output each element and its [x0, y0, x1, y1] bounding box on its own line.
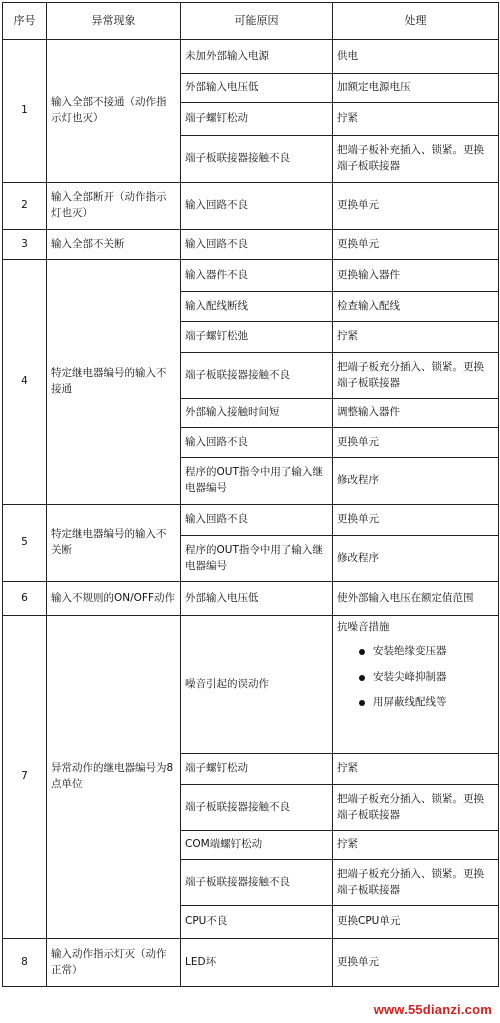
cell-cause: 程序的OUT指令中用了输入继电器编号 — [181, 536, 333, 582]
header-cure: 处理 — [333, 3, 499, 40]
cell-cure — [333, 616, 499, 754]
cell-symptom: 特定继电器编号的输入不关断 — [47, 505, 181, 582]
cell-no: 5 — [3, 505, 47, 582]
cell-cause: 端子螺钉松动 — [181, 103, 333, 136]
header-symptom: 异常现象 — [47, 3, 181, 40]
cell-cure: 拧紧 — [333, 322, 499, 353]
table-row — [3, 40, 499, 74]
cell-cause: CPU不良 — [181, 906, 333, 939]
table-row — [3, 582, 499, 616]
cell-no: 1 — [3, 40, 47, 183]
cell-cure: 更换单元 — [333, 939, 499, 987]
cell-cure: 调整输入器件 — [333, 399, 499, 428]
bullet-text: 安装尖峰抑制器 — [373, 670, 447, 683]
cure-bullet-list — [337, 644, 494, 711]
cell-cure: 拧紧 — [333, 103, 499, 136]
cell-no: 4 — [3, 260, 47, 505]
cell-cause: 未加外部输入电源 — [181, 40, 333, 74]
watermark-text: www.55dianzi.com — [373, 1002, 492, 1017]
cell-cause: 噪音引起的误动作 — [181, 616, 333, 754]
cell-no: 7 — [3, 616, 47, 939]
table-wrapper — [2, 2, 498, 987]
cell-cure: 加额定电源电压 — [333, 74, 499, 103]
cell-cure: 更换CPU单元 — [333, 906, 499, 939]
cell-cure: 修改程序 — [333, 536, 499, 582]
cell-symptom: 特定继电器编号的输入不接通 — [47, 260, 181, 505]
cell-cure: 拧紧 — [333, 754, 499, 785]
cell-symptom: 输入全部断开（动作指示灯也灭） — [47, 183, 181, 230]
cell-cause: 输入回路不良 — [181, 428, 333, 458]
cell-cause: 输入回路不良 — [181, 183, 333, 230]
cell-cure: 更换单元 — [333, 230, 499, 260]
cell-cause: COM端螺钉松动 — [181, 831, 333, 860]
cell-cure: 把端子板补充插入、锁紧。更换端子板联接器 — [333, 136, 499, 183]
cell-cause: LED坏 — [181, 939, 333, 987]
bullet-dot-icon — [359, 700, 365, 706]
table-row — [3, 183, 499, 230]
cell-cause: 端子螺钉松弛 — [181, 322, 333, 353]
cell-cause: 输入器件不良 — [181, 260, 333, 292]
list-item — [359, 695, 494, 711]
cell-cure: 检查输入配线 — [333, 292, 499, 322]
cell-cure: 使外部输入电压在额定值范围 — [333, 582, 499, 616]
bullet-text: 安装绝缘变压器 — [373, 644, 447, 657]
header-no: 序号 — [3, 3, 47, 40]
cell-cure: 更换单元 — [333, 428, 499, 458]
cell-cause: 端子板联接器接触不良 — [181, 136, 333, 183]
cell-symptom: 输入全部不接通（动作指示灯也灭） — [47, 40, 181, 183]
cell-symptom: 输入全部不关断 — [47, 230, 181, 260]
cell-cause: 外部输入电压低 — [181, 582, 333, 616]
cell-cause: 端子板联接器接触不良 — [181, 353, 333, 399]
cell-symptom: 输入不规则的ON/OFF动作 — [47, 582, 181, 616]
cell-cure: 把端子板充分插入、锁紧。更换端子板联接器 — [333, 860, 499, 906]
bullet-dot-icon — [359, 649, 365, 655]
cell-no: 8 — [3, 939, 47, 987]
cell-cure: 更换输入器件 — [333, 260, 499, 292]
table-row — [3, 505, 499, 536]
troubleshooting-table — [2, 2, 499, 987]
cell-cause: 外部输入接触时间短 — [181, 399, 333, 428]
cell-no: 3 — [3, 230, 47, 260]
cell-cause: 输入回路不良 — [181, 230, 333, 260]
cell-cure: 修改程序 — [333, 458, 499, 505]
cell-cause: 程序的OUT指令中用了输入继电器编号 — [181, 458, 333, 505]
list-item — [359, 670, 494, 686]
cell-no: 6 — [3, 582, 47, 616]
list-item — [359, 644, 494, 660]
cell-cause: 输入回路不良 — [181, 505, 333, 536]
cell-symptom: 输入动作指示灯灭（动作正常） — [47, 939, 181, 987]
cell-cure: 更换单元 — [333, 505, 499, 536]
cell-cause: 端子板联接器接触不良 — [181, 785, 333, 831]
table-body — [3, 40, 499, 987]
cell-cure: 把端子板充分插入、锁紧。更换端子板联接器 — [333, 353, 499, 399]
cell-cure: 供电 — [333, 40, 499, 74]
cell-cause: 端子板联接器接触不良 — [181, 860, 333, 906]
header-cause: 可能原因 — [181, 3, 333, 40]
header-row — [3, 3, 499, 40]
cell-cause: 外部输入电压低 — [181, 74, 333, 103]
table-row — [3, 230, 499, 260]
table-row — [3, 616, 499, 754]
cell-cause: 输入配线断线 — [181, 292, 333, 322]
cure-heading: 抗噪音措施 — [337, 621, 390, 633]
cell-cure: 把端子板充分插入、锁紧。更换端子板联接器 — [333, 785, 499, 831]
table-row — [3, 260, 499, 292]
cell-cure: 拧紧 — [333, 831, 499, 860]
cell-symptom: 异常动作的继电器编号为8点单位 — [47, 616, 181, 939]
cell-cause: 端子螺钉松动 — [181, 754, 333, 785]
bullet-text: 用屏蔽线配线等 — [373, 696, 447, 709]
cell-cure: 更换单元 — [333, 183, 499, 230]
cell-no: 2 — [3, 183, 47, 230]
table-row — [3, 939, 499, 987]
bullet-dot-icon — [359, 675, 365, 681]
